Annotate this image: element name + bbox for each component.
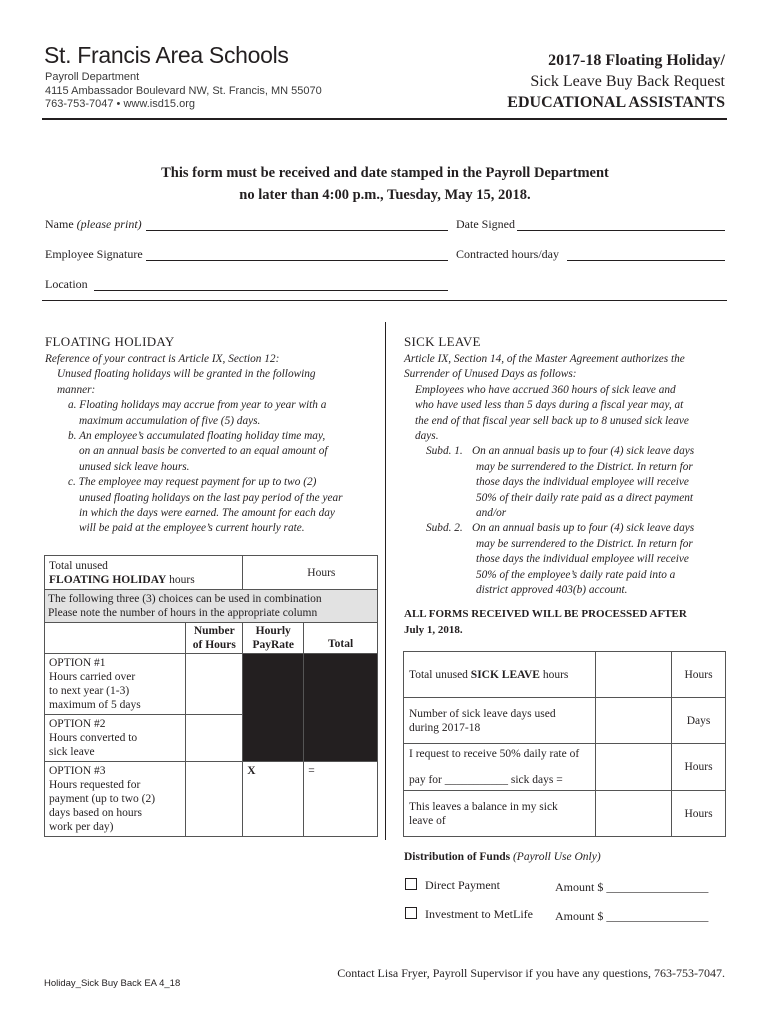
col-total: Total [304,623,378,654]
contracted-hours-field[interactable] [567,260,725,261]
blocked-cell [243,654,304,762]
direct-payment-row [405,878,500,893]
sick-leave-text: Article IX, Section 14, of the Master Agreement authorizes the Surrender of Unused Days as follows: Employees who have accrued 360 hours of sick leave and who have used less than 5 days during a fiscal year may, at the end of that fiscal year sell back up to 8 unused sick leave days. Subd. 1. On an annual basis up to four (4) sick leave days may be surrendered to the District. In return for those days the individual employee will receive 50% of their daily rate paid as a direct payment and/or Subd. 2. On an annual basis up to four (4) sick leave days may be surrendered to the District. In return for those days the individual employee will receive 50% of the employee’s daily rate paid into a district approved 403(b) account. [404,353,695,597]
sick-leave-table [403,651,726,837]
floating-holiday-table [44,555,378,837]
fields-rule [42,300,727,301]
form-code: Holiday_Sick Buy Back EA 4_18 [44,978,181,989]
col-number-of-hours: Number of Hours [186,623,243,654]
footer-contact: Contact Lisa Fryer, Payroll Supervisor if you have any questions, 763-753-7047. [337,966,725,980]
unit-days: Days [672,698,726,744]
employee-signature-field[interactable] [146,260,448,261]
remaining-balance-value[interactable] [596,791,672,837]
option-1-hours-cell[interactable] [186,654,243,715]
investment-row [405,907,533,922]
option-3-hours-cell[interactable] [186,762,243,837]
sick-days-used-label: Number of sick leave days used during 2017-18 [404,698,596,744]
column-divider [385,322,386,840]
sick-days-used-value[interactable] [596,698,672,744]
request-rate-value[interactable] [596,744,672,791]
col-hourly-payrate: Hourly PayRate [243,623,304,654]
option-2-label: OPTION #2 Hours converted to sick leave [45,715,186,762]
remaining-balance-label: This leaves a balance in my sick leave of [404,791,596,837]
employee-signature-label: Employee Signature [45,247,143,261]
date-signed-field[interactable] [517,230,725,231]
school-name: St. Francis Area Schools [44,42,289,68]
request-rate-label: I request to receive 50% daily rate of pay for ___________ sick days = [404,744,596,791]
floating-holiday-heading: FLOATING HOLIDAY [45,334,175,349]
sick-leave-heading: SICK LEAVE [404,334,481,349]
option-1-label: OPTION #1 Hours carried over to next year (1-3) maximum of 5 days [45,654,186,715]
location-label: Location [45,277,88,291]
floating-holiday-text: Reference of your contract is Article IX, Section 12: Unused floating holidays will be granted in the following manner: a. Floating holidays may accrue from year to year with a maximum accumulation of five (5) days. b. An employee’s accumulated floating holiday time may, on an annual basis be converted to an equal amount of unused sick leave hours. c. The employee may request payment for up to two (2) unused floating holidays on the last pay period of the year in which the days were earned. The amount for each day will be paid at the employee’s current hourly rate. [45,353,343,535]
investment-label: Investment to MetLife [425,907,533,921]
location-field[interactable] [94,290,448,291]
date-signed-label: Date Signed [456,217,515,231]
equals-mark: = [308,765,315,777]
form-title-line-1: 2017-18 Floating Holiday/ [548,52,725,69]
total-unused-sick-label: Total unused SICK LEAVE hours [404,652,596,698]
deadline-notice-line-2: no later than 4:00 p.m., Tuesday, May 15, 2018. [239,187,531,203]
combination-note: The following three (3) choices can be used in combination Please note the number of hours in the appropriate column [45,590,378,623]
option-3-total-cell[interactable] [304,762,378,837]
school-address-block [45,71,322,112]
form-title [507,50,725,113]
investment-amount[interactable]: Amount $ _________________ [555,909,709,923]
investment-checkbox[interactable] [405,907,417,919]
total-unused-floating-hours-cell[interactable]: Hours [243,556,378,590]
unit-hours: Hours [672,652,726,698]
direct-payment-label: Direct Payment [425,878,500,892]
blocked-cell [304,654,378,762]
processing-note: ALL FORMS RECEIVED WILL BE PROCESSED AFTER July 1, 2018. [404,608,687,636]
header-rule [42,118,727,120]
option-3-rate-cell[interactable] [243,762,304,837]
total-unused-sick-value[interactable] [596,652,672,698]
deadline-notice-line-1: This form must be received and date stamped in the Payroll Department [161,165,609,181]
total-unused-floating-label: Total unused FLOATING HOLIDAY hours [45,556,243,590]
unit-hours: Hours [672,744,726,791]
multiply-mark: X [247,765,256,777]
contact-line: 763-753-7047 • www.isd15.org [45,98,195,110]
form-title-line-3: EDUCATIONAL ASSISTANTS [507,94,725,111]
address: 4115 Ambassador Boulevard NW, St. Francis, MN 55070 [45,84,322,97]
distribution-heading: Distribution of Funds (Payroll Use Only) [404,851,601,863]
contracted-hours-label: Contracted hours/day [456,247,559,261]
unit-hours: Hours [672,791,726,837]
name-label: Name (please print) [45,217,142,231]
department: Payroll Department [45,71,140,83]
form-title-line-2: Sick Leave Buy Back Request [530,73,725,90]
deadline-notice [0,162,770,206]
direct-payment-checkbox[interactable] [405,878,417,890]
blank-header-cell [45,623,186,654]
direct-payment-amount[interactable]: Amount $ _________________ [555,880,709,894]
option-3-label: OPTION #3 Hours requested for payment (up to two (2) days based on hours work per day) [45,762,186,837]
name-field[interactable] [146,230,448,231]
option-2-hours-cell[interactable] [186,715,243,762]
